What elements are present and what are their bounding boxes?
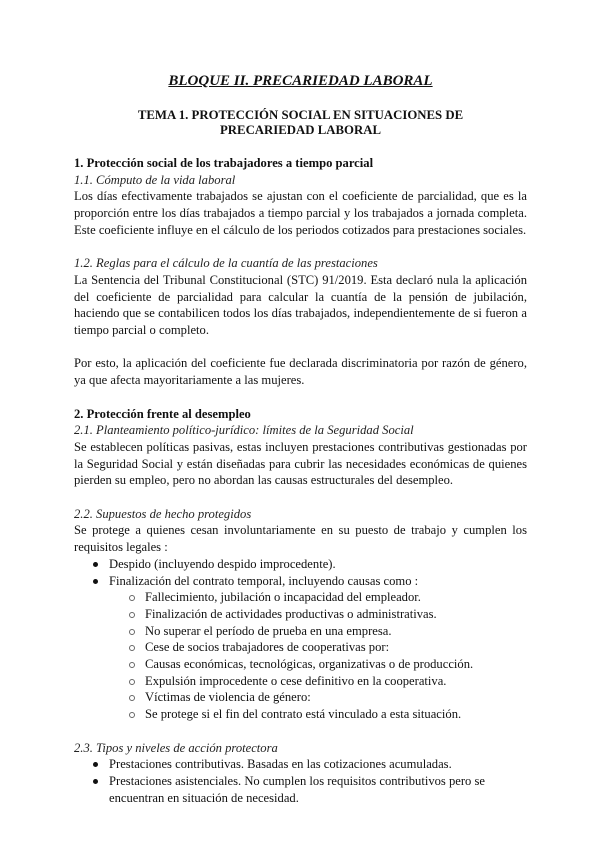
bullet-list-2-3 (74, 756, 527, 806)
list-item: Prestaciones asistenciales. No cumplen los requisitos contributivos pero se encuentran en situación de necesidad. (74, 773, 527, 806)
sub-list-item: Finalización de actividades productivas o administrativas. (74, 606, 527, 623)
document-title: BLOQUE II. PRECARIEDAD LABORAL (168, 73, 433, 89)
sub-list-item: No superar el período de prueba en una empresa. (74, 623, 527, 640)
sub-list-item: Cese de socios trabajadores de cooperativas por: (74, 639, 527, 656)
topic-heading: TEMA 1. PROTECCIÓN SOCIAL EN SITUACIONES DE PRECARIEDAD LABORAL (137, 108, 464, 137)
sub-list-item: Víctimas de violencia de género: (74, 689, 527, 706)
list-item: Prestaciones contributivas. Basadas en las cotizaciones acumuladas. (74, 756, 527, 773)
list-item (74, 573, 527, 723)
section-heading-1: 1. Protección social de los trabajadores a tiempo parcial (74, 156, 374, 170)
sub-list-item: Se protege si el fin del contrato está vinculado a esta situación. (74, 706, 527, 723)
paragraph-2-2: Se protege a quienes cesan involuntariamente en su puesto de trabajo y cumplen los requisitos legales : (74, 523, 527, 555)
document-body (74, 155, 527, 806)
section-heading-2: 2. Protección frente al desempleo (74, 406, 251, 421)
sub-list-item: Fallecimiento, jubilación o incapacidad del empleador. (74, 589, 527, 606)
paragraph-2-1: Se establecen políticas pasivas, estas incluyen prestaciones contributivas gestionadas por la Seguridad Social y están diseñadas para cubrir las necesidades económicas de quienes pierden su empleo, pero no abordan las causas estructurales del desempleo. (74, 439, 527, 488)
paragraph-1-1: Los días efectivamente trabajados se ajustan con el coeficiente de parcialidad, que es la proporción entre los días trabajados a tiempo parcial y los trabajados a jornada completa. Este coeficiente influye en el cálculo de los periodos cotizados para prestaciones sociales. (74, 189, 527, 237)
bullet-list-2-2 (74, 556, 527, 723)
subsection-heading-1-2: 1.2. Reglas para el cálculo de la cuantía de las prestaciones (74, 256, 378, 271)
subsection-heading-2-2: 2.2. Supuestos de hecho protegidos (74, 506, 252, 521)
subsection-heading-1-1: 1.1. Cómputo de la vida laboral (74, 172, 236, 187)
subsection-heading-2-1: 2.1. Planteamiento político-jurídico: límites de la Seguridad Social (74, 423, 414, 438)
list-item: Despido (incluyendo despido improcedente). (74, 556, 527, 573)
paragraph-1-2b: Por esto, la aplicación del coeficiente fue declarada discriminatoria por razón de género, ya que afecta mayoritariamente a las mujeres. (74, 356, 527, 388)
sub-list-item: Causas económicas, tecnológicas, organizativas o de producción. (74, 656, 527, 673)
sub-list-item: Expulsión improcedente o cese definitivo en la cooperativa. (74, 673, 527, 690)
sub-bullet-list (74, 589, 527, 723)
subsection-heading-2-3: 2.3. Tipos y niveles de acción protectora (74, 740, 278, 755)
paragraph-1-2: La Sentencia del Tribunal Constitucional (STC) 91/2019. Esta declaró nula la aplicación del coeficiente de parcialidad para calcular la cuantía de la pensión de jubilación, haciendo que se contabilicen todos los días trabajados, independientemente de si fueron a tiempo parcial o completo. (74, 272, 527, 338)
list-item-text: Finalización del contrato temporal, incluyendo causas como : (109, 573, 419, 588)
